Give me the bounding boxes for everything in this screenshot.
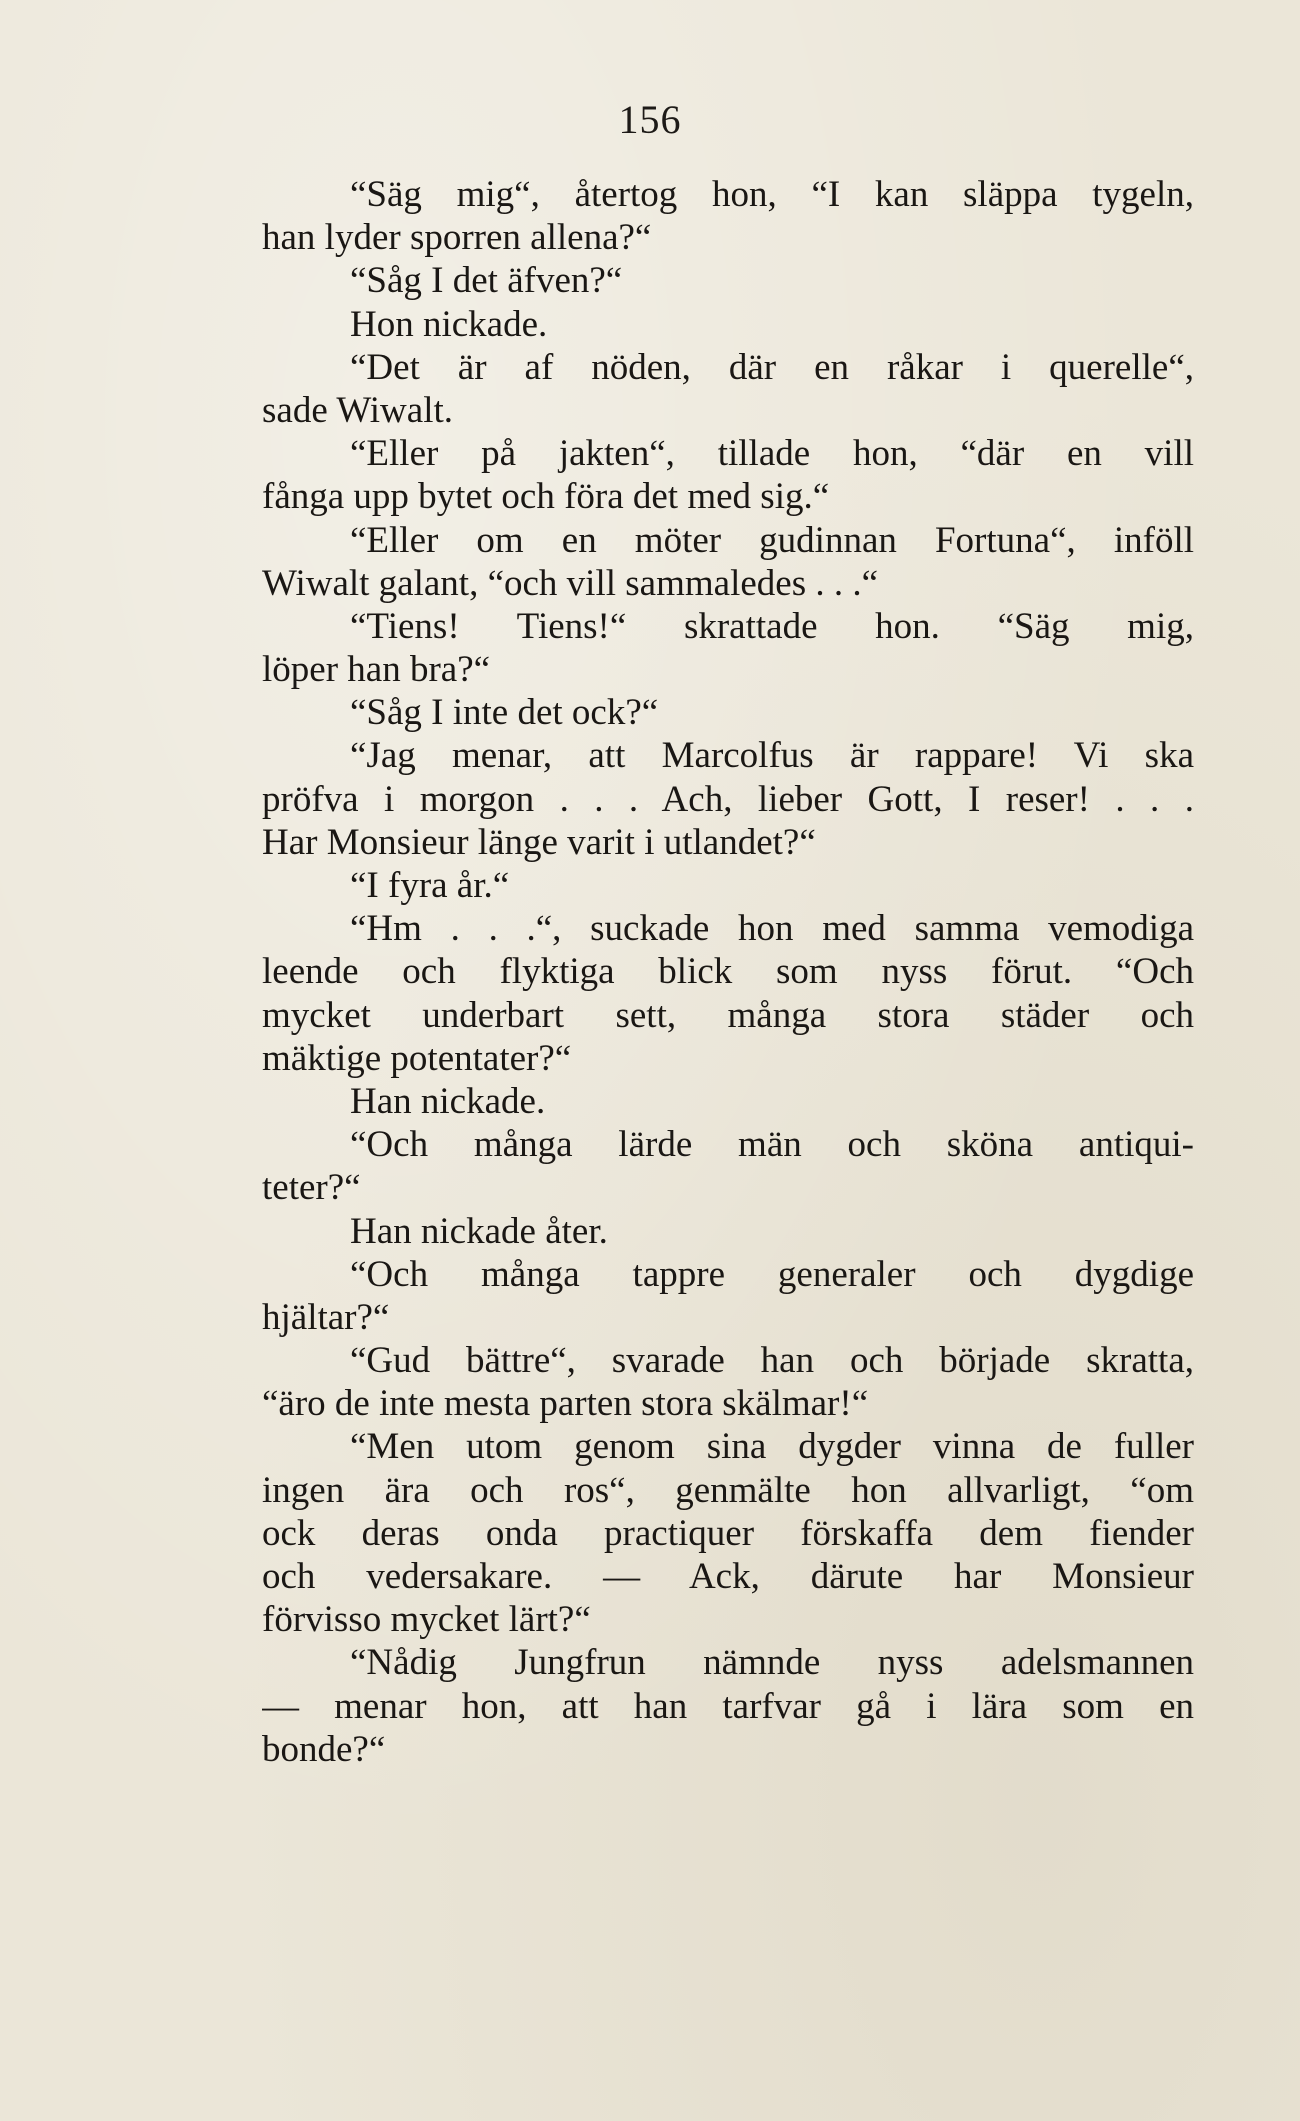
text-line: ock deras onda practiquer förskaffa dem fiender: [262, 1512, 1194, 1554]
text-line: “Det är af nöden, där en råkar i querelle“,: [350, 346, 1194, 388]
text-line: “Men utom genom sina dygder vinna de fuller: [350, 1426, 1194, 1468]
text-line: leende och flyktiga blick som nyss förut. “Och: [262, 951, 1194, 993]
text-line: “I fyra år.“: [350, 865, 510, 906]
text-line: mycket underbart sett, många stora städer och: [262, 994, 1194, 1036]
text-line: Han nickade åter.: [350, 1210, 608, 1252]
text-line: “Tiens! Tiens!“ skrattade hon. “Säg mig,: [350, 605, 1194, 647]
text-line: “Jag menar, att Marcolfus är rappare! Vi ska: [350, 735, 1194, 777]
text-line: “Och många tappre generaler och dygdige: [350, 1253, 1194, 1295]
text-line: “äro de inte mesta parten stora skälmar!“: [262, 1383, 869, 1425]
text-line: “Såg I inte det ock?“: [350, 692, 659, 734]
text-line: ingen ära och ros“, genmälte hon allvarligt, “om: [262, 1469, 1194, 1511]
text-line: han lyder sporren allena?“: [262, 217, 652, 259]
text-line: “Och många lärde män och sköna antiqui-: [350, 1124, 1194, 1166]
text-line: “Eller på jakten“, tillade hon, “där en vill: [350, 433, 1194, 475]
text-line: bonde?“: [262, 1728, 386, 1770]
body-text: [262, 173, 1194, 1771]
text-line: fånga upp bytet och föra det med sig.“: [262, 476, 830, 518]
text-line: teter?“: [262, 1167, 361, 1209]
text-line: Wiwalt galant, “och vill sammaledes . . .“: [262, 562, 879, 604]
text-line: — menar hon, att han tarfvar gå i lära som en: [262, 1685, 1194, 1727]
text-line: och vedersakare. — Ack, därute har Monsieur: [262, 1556, 1194, 1597]
text-line: “Nådig Jungfrun nämnde nyss adelsmannen: [350, 1642, 1194, 1684]
text-line: mäktige potentater?“: [262, 1037, 572, 1079]
text-line: Har Monsieur länge varit i utlandet?“: [262, 821, 816, 863]
page-number: 156: [618, 97, 682, 142]
text-line: Hon nickade.: [350, 303, 548, 345]
text-line: förvisso mycket lärt?“: [262, 1599, 591, 1641]
text-line: “Säg mig“, återtog hon, “I kan släppa tygeln,: [350, 174, 1194, 215]
text-line: “Gud bättre“, svarade han och började skratta,: [350, 1340, 1194, 1382]
text-line: “Hm . . .“, suckade hon med samma vemodiga: [350, 908, 1194, 950]
text-line: sade Wiwalt.: [262, 389, 453, 431]
text-line: Han nickade.: [350, 1080, 546, 1122]
text-line: “Såg I det äfven?“: [350, 260, 623, 302]
text-line: “Eller om en möter gudinnan Fortuna“, inföll: [350, 519, 1194, 561]
text-line: hjältar?“: [262, 1296, 390, 1338]
text-line: pröfva i morgon . . . Ach, lieber Gott, I reser! . . .: [262, 778, 1194, 820]
text-line: löper han bra?“: [262, 649, 491, 691]
